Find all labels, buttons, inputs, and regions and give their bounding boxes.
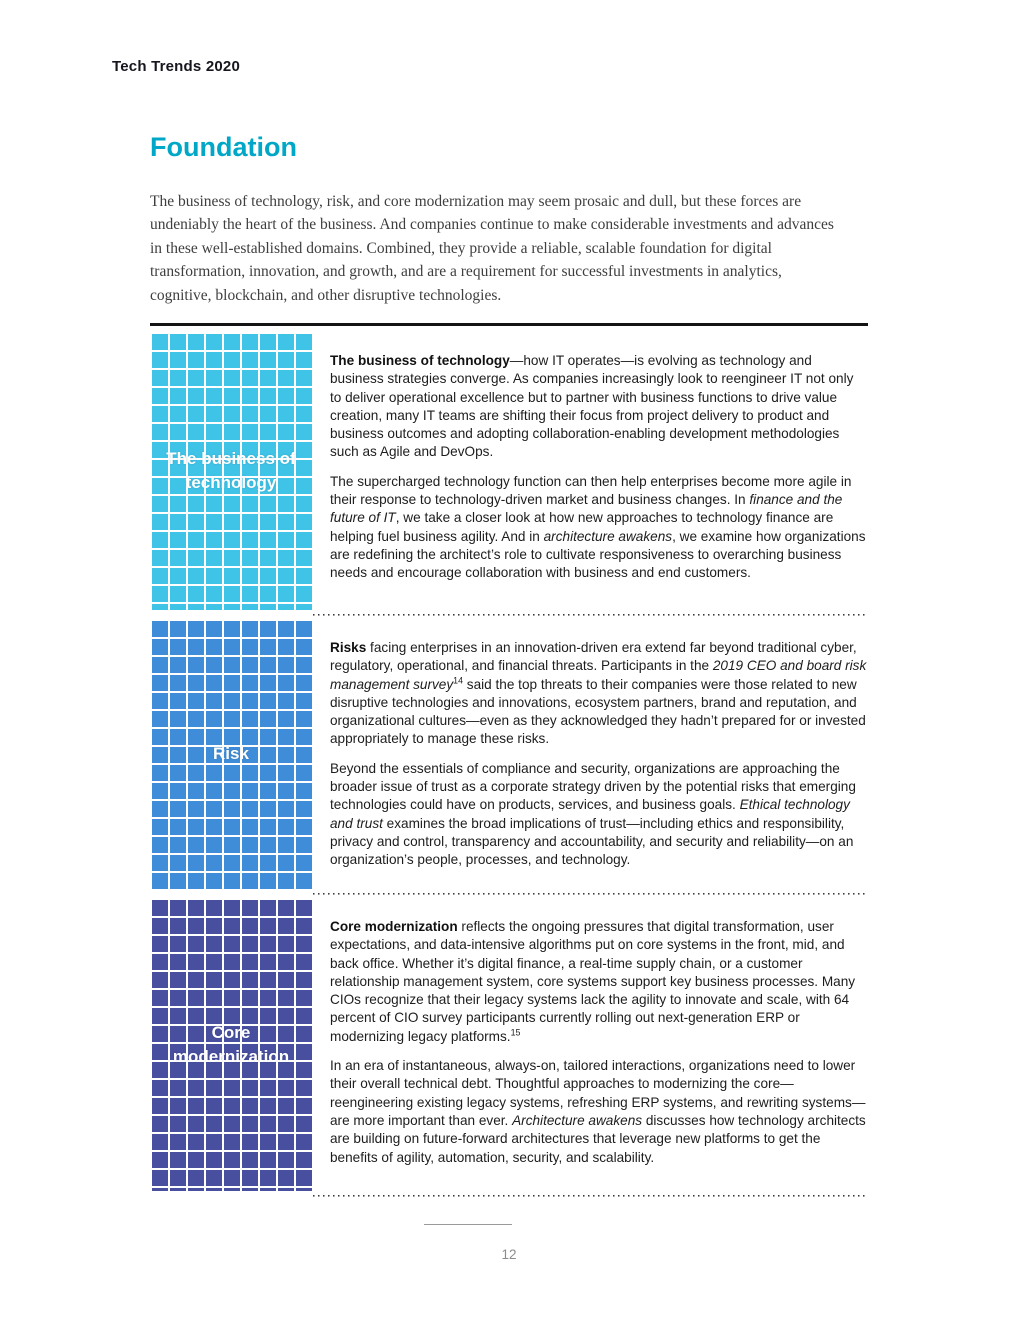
dotted-separator	[313, 1195, 868, 1197]
section-core-modernization	[150, 898, 868, 1191]
dotted-separator	[313, 893, 868, 895]
business-of-technology-label: The business of technology	[166, 449, 296, 492]
document-header: Tech Trends 2020	[112, 58, 240, 75]
page-title: Foundation	[150, 132, 297, 162]
business-of-technology-text	[312, 332, 868, 610]
risk-text	[312, 619, 868, 889]
intro-paragraph: The business of technology, risk, and core modernization may seem prosaic and dull, but these forces are undeniably the heart of the business. And companies continue to make considerable investments and advances in these well-established domains. Combined, they provide a reliable, scalable foundation for digital transformation, innovation, and growth, and are a requirement for successful investments in analytics, cognitive, blockchain, and other disruptive technologies.	[150, 193, 834, 304]
page-number: 12	[501, 1247, 517, 1262]
risk-label: Risk	[213, 744, 249, 763]
footer-rule	[424, 1224, 512, 1225]
core-modernization-grid-block	[150, 898, 312, 1191]
body-paragraph: The business of technology—how IT operates—is evolving as technology and business strategies converge. As companies increasingly look to reengineer IT not only to deliver operational excellence but to partner with business functions to drive value creation, many IT teams are shifting their focus from project delivery to product and business outcomes and adopting collaboration-enabling development methodologies such as Agile and DevOps.	[330, 353, 854, 460]
risk-grid-block	[150, 619, 312, 889]
body-paragraph: Beyond the essentials of compliance and security, organizations are approaching the broader issue of trust as a corporate strategy driven by the potential risks that emerging technologies could have on products, services, and business goals. Ethical technology and trust examines the broad implications of trust—including ethics and responsibility, privacy and control, transparency and accountability, and security and reliability—on an organization’s people, processes, and technology.	[330, 760, 856, 868]
content-area	[150, 323, 868, 1200]
body-paragraph: Risks facing enterprises in an innovation-driven era extend far beyond traditional cyber, regulatory, operational, and financial threats. Participants in the 2019 CEO and board risk management survey$^{14}$ said the top threats to their companies were those related to new disruptive technologies and innovations, ecosystem partners, brand and reputation, and organizational cultures—even as they acknowledged they hadn’t prepared for or invested appropriately to manage these risks.	[330, 640, 867, 747]
core-modernization-label: Core modernization	[172, 1022, 290, 1066]
core-modernization-text	[312, 898, 868, 1191]
body-paragraph: Core modernization reflects the ongoing pressures that digital transformation, user expectations, and data-intensive algorithms put on core systems in the front, mid, and back office. Whether it’s digital finance, a real-time supply chain, or a customer relationship management system, core systems support key business processes. Many CIOs recognize that their legacy systems lack the agility to innovate and scale, with 64 percent of CIO survey participants currently rolling out next-generation ERP or modernizing legacy platforms.$^{15}$	[330, 919, 856, 1044]
body-paragraph: The supercharged technology function can then help enterprises become more agile in their response to technology-driven market and business changes. In finance and the future of IT, we take a closer look at how new approaches to technology finance are helping fuel business agility. And in architecture awakens, we examine how organizations are redefining the architect’s role to cultivate responsiveness to overarching business needs and encourage collaboration with business and end customers.	[330, 473, 866, 581]
body-paragraph: In an era of instantaneous, always-on, tailored interactions, organizations need to lower their overall technical debt. Thoughtful approaches to modernizing the core—reengineering existing legacy systems, refreshing ERP systems, and rewriting systems—are more important than ever. Architecture awakens discusses how technology architects are building on future-forward architectures that leverage new platforms to get the benefits of agility, automation, security, and scalability.	[330, 1058, 866, 1165]
business-of-technology-grid-block	[150, 332, 312, 610]
dotted-separator	[313, 614, 868, 616]
section-business-of-technology	[150, 332, 868, 610]
section-risk	[150, 619, 868, 889]
top-rule	[150, 323, 868, 326]
